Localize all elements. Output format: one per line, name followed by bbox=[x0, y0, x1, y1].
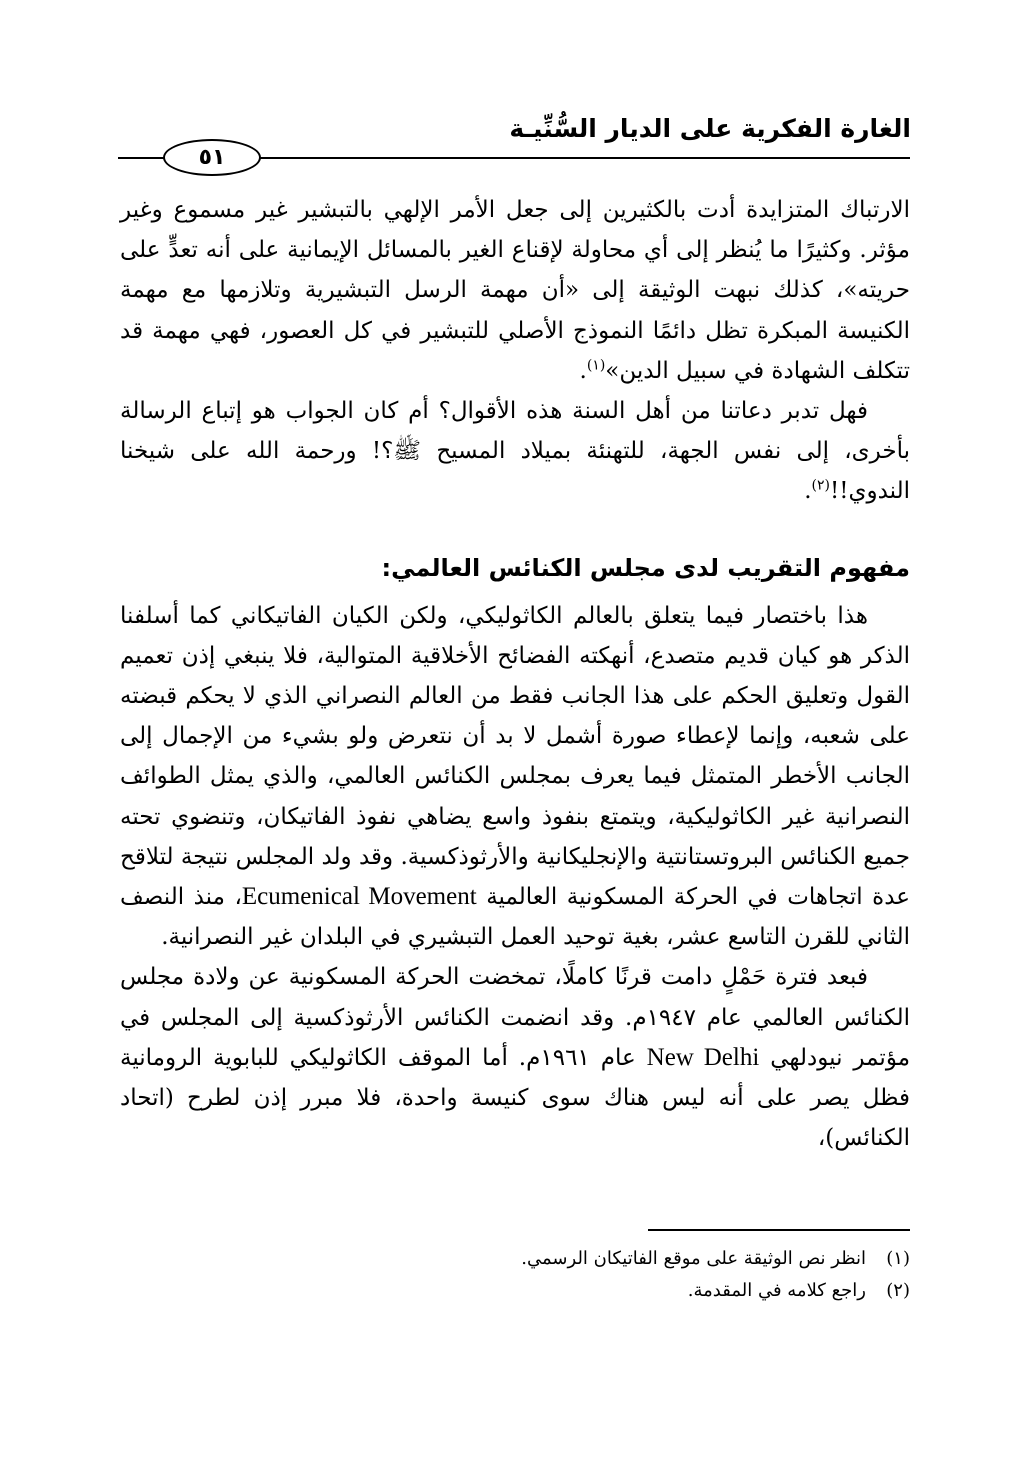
paragraph-2 bbox=[120, 391, 910, 512]
paragraph-1 bbox=[120, 190, 910, 391]
paragraph-3 bbox=[120, 596, 910, 958]
latin-term-ecumenical: Ecumenical Movement bbox=[241, 883, 477, 911]
paragraph-3-text-end: ، منذ النصف الثاني للقرن التاسع عشر، بغية توحيد العمل التبشيري في البلدان غير النصرانية. bbox=[120, 884, 910, 951]
footnote-divider bbox=[648, 1229, 910, 1231]
main-text bbox=[120, 190, 910, 1158]
paragraph-2-text: فهل تدبر دعاتنا من أهل السنة هذه الأقوال؟ أم كان الجواب هو إتباع الرسالة بأخرى، إلى نفس الجهة، للتهنئة بميلاد المسيح ﷺ؟! ورحمة الله على شيخنا الندوي!! bbox=[120, 398, 910, 505]
latin-term-new-delhi: New Delhi bbox=[646, 1043, 760, 1071]
section-heading: مفهوم التقريب لدى مجلس الكنائس العالمي: bbox=[381, 553, 910, 582]
paragraph-4-text: فبعد فترة حَمْلٍ دامت قرنًا كاملًا، تمخضت الحركة المسكونية عن ولادة مجلس الكنائس العالمي عام ١٩٤٧م. وقد انضمت الكنائس الأرثوذكسية إلى المجلس في مؤتمر نيودلهي bbox=[120, 964, 911, 1071]
paragraph-4 bbox=[120, 957, 910, 1158]
paragraph-1-text: الارتباك المتزايدة أدت بالكثيرين إلى جعل الأمر الإلهي بالتبشير غير مسموع وغير مؤثر. وكثيرًا ما يُنظر إلى أي محاولة لإقناع الغير بالمسائل الإيمانية على أنه تعدٍّ على حريته»، كذلك نبهت الوثيقة إلى «أن مهمة الرسل التبشيرية وتلازمها مع مهمة الكنيسة المبكرة تظل دائمًا النموذج الأصلي للتبشير في كل العصور، فهي مهمة قد تتكلف الشهادة في سبيل الدين» bbox=[120, 197, 910, 384]
paragraph-2-end: . bbox=[804, 478, 812, 505]
footnote-ref-1: (١) bbox=[586, 357, 606, 374]
paragraph-4-text-end: عام ١٩٦١م. أما الموقف الكاثوليكي للبابوية الرومانية فظل يصر على أنه ليس هناك سوى كنيسة واحدة، فلا مبرر إذن لطرح (اتحاد الكنائس)، bbox=[120, 1044, 910, 1152]
footnote-2-number: (٢) bbox=[886, 1280, 910, 1301]
footnotes bbox=[120, 1243, 910, 1307]
footnote-2-text: راجع كلامه في المقدمة. bbox=[687, 1280, 866, 1301]
footnote-ref-2: (٢) bbox=[811, 477, 830, 494]
footnote-1-text: انظر نص الوثيقة على موقع الفاتيكان الرسمي. bbox=[521, 1248, 866, 1269]
footnote-1-number: (١) bbox=[886, 1248, 910, 1269]
page-number-badge: ٥١ bbox=[163, 139, 261, 176]
footnote-1 bbox=[120, 1243, 910, 1275]
paragraph-3-text: هذا باختصار فيما يتعلق بالعالم الكاثوليكي، ولكن الكيان الفاتيكاني كما أسلفنا الذكر هو كيان قديم متصدع، أنهكته الفضائح الأخلاقية المتوالية، فلا ينبغي إذن تعميم القول وتعليق الحكم على هذا الجانب فقط من العالم النصراني الذي لا يحكم قبضته على شعبه، وإنما لإعطاء صورة أشمل لا بد أن نتعرض ولو بشيء من الإجمال إلى الجانب الأخطر المتمثل فيما يعرف بمجلس الكنائس العالمي، والذي يمثل الطوائف النصرانية غير الكاثوليكية، ويتمتع بنفوذ واسع يضاهي نفوذ الفاتيكان، وتنضوي تحته جميع الكنائس البروتستانتية والإنجليكانية والأرثوذكسية. وقد ولد المجلس نتيجة لتلاقح عدة اتجاهات في الحركة المسكونية العالمية bbox=[120, 602, 910, 911]
paragraph-1-end: . bbox=[579, 357, 587, 384]
footnote-2 bbox=[120, 1275, 910, 1307]
running-title: الغارة الفكرية على الديار السُّنِّيـة bbox=[509, 114, 911, 143]
